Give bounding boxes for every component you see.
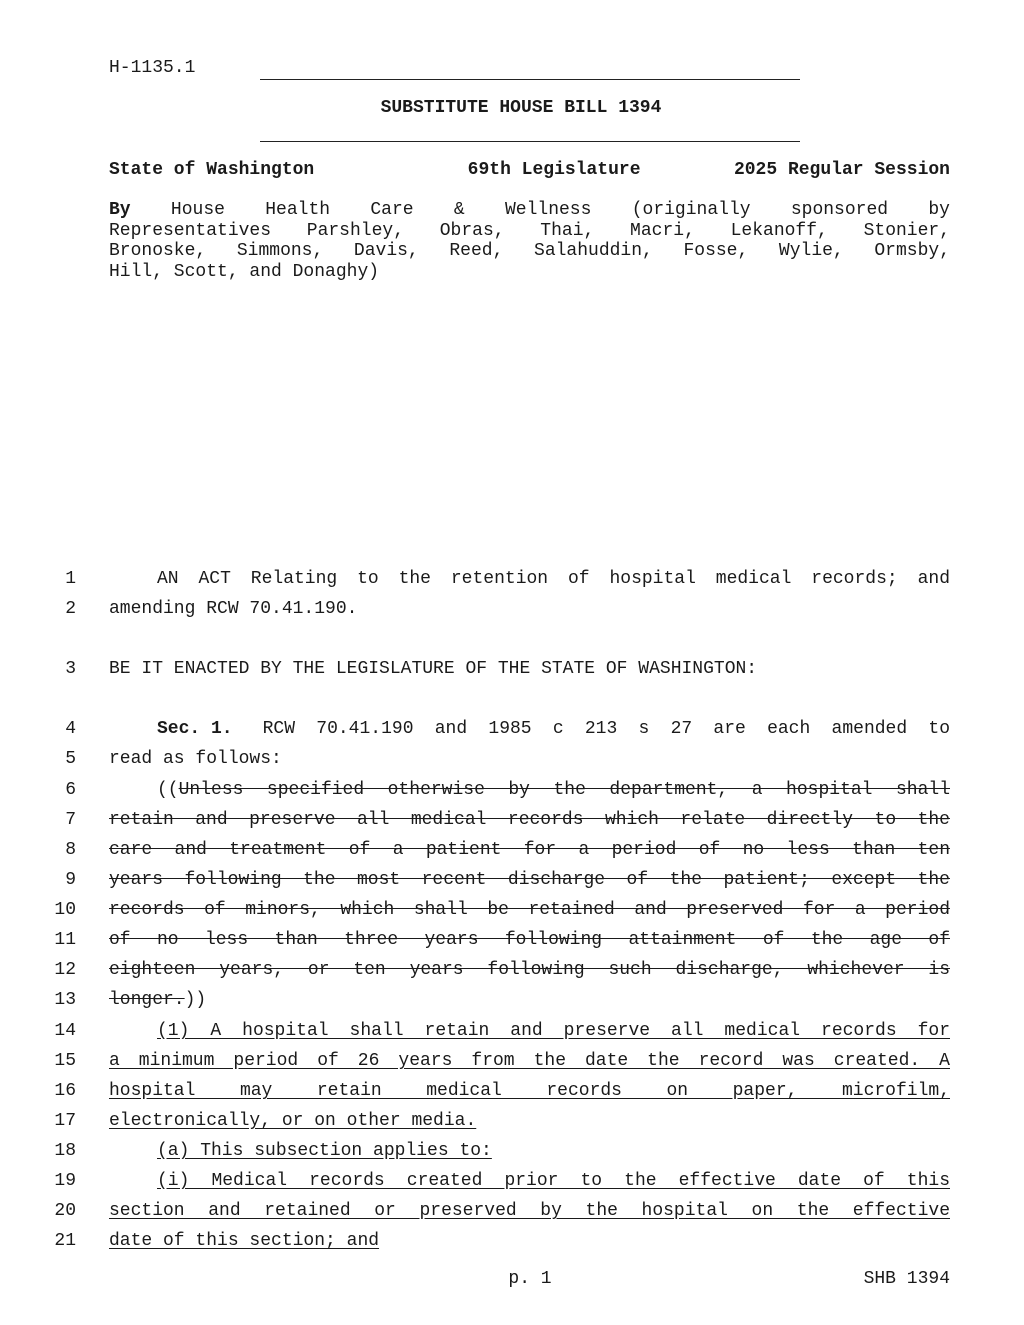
page-number: p. 1 [508,1269,552,1289]
line-number: 13 [54,990,76,1010]
inserted-line [109,1231,950,1251]
deleted-text: care and treatment of a patient for a period of no less than ten [109,840,950,860]
deleted-line-end [109,990,950,1010]
section-heading-line [109,719,950,739]
by-label: By [109,200,131,220]
line-number: 21 [54,1231,76,1251]
inserted-text: (1) A hospital shall retain and preserve all medical records for [157,1021,950,1041]
line-number: 11 [54,930,76,950]
inserted-text: section and retained or preserved by the hospital on the effective [109,1201,950,1221]
deleted-text: records of minors, which shall be retained and preserved for a period [109,900,950,920]
line-number: 14 [54,1021,76,1041]
sponsor-line: Hill, Scott, and Donaghy) [109,261,380,282]
line-number: 1 [65,569,76,589]
inserted-text: a minimum period of 26 years from the date the record was created. A [109,1051,950,1071]
line-number: 6 [65,780,76,800]
sponsor-line [109,200,950,221]
line-number: 7 [65,810,76,830]
inserted-line [109,1111,950,1131]
line-text: amending RCW 70.41.190. [109,599,358,619]
bill-title: SUBSTITUTE HOUSE BILL 1394 [380,98,662,118]
deleted-text: longer. [109,990,185,1010]
deleted-text: of no less than three years following attainment of the age of [109,930,950,950]
sponsor-line-text: House Health Care & Wellness (originally sponsored by [170,200,950,220]
session-label: 2025 Regular Session [733,160,950,180]
line-number: 16 [54,1081,76,1101]
deleted-text: eighteen years, or ten years following such discharge, whichever is [109,960,950,980]
line-number: 15 [54,1051,76,1071]
line-text: RCW 70.41.190 and 1985 c 213 s 27 are each amended to [262,719,950,739]
line-number: 2 [65,599,76,619]
enacting-clause: BE IT ENACTED BY THE LEGISLATURE OF THE STATE OF WASHINGTON: [109,659,758,679]
legislature-label: 69th Legislature [467,160,641,180]
top-rule [260,79,800,80]
inserted-text: (a) This subsection applies to: [157,1141,492,1161]
inserted-text: (i) Medical records created prior to the effective date of this [157,1171,950,1191]
session-row [109,160,950,180]
section-label: Sec. 1. [157,719,233,739]
inserted-line [109,1021,950,1041]
inserted-text: hospital may retain medical records on paper, microfilm, [109,1081,950,1101]
deletion-open-marker: (( [157,780,179,800]
document-code: H-1135.1 [109,58,196,78]
inserted-text: electronically, or on other media. [109,1111,477,1131]
deleted-text: Unless specified otherwise by the department, a hospital shall [178,780,950,800]
state-label: State of Washington [109,160,315,180]
line-number: 8 [65,840,76,860]
inserted-line [109,1171,950,1191]
line-number: 12 [54,960,76,980]
line-number: 4 [65,719,76,739]
sponsor-line: Representatives Parshley, Obras, Thai, Macri, Lekanoff, Stonier, [109,220,950,241]
line-number: 9 [65,870,76,890]
line-text: AN ACT Relating to the retention of hospital medical records; and [157,569,950,589]
footer-bill-id: SHB 1394 [863,1269,950,1289]
inserted-text: date of this section; and [109,1231,380,1251]
line-number: 20 [54,1201,76,1221]
line-text: read as follows: [109,749,282,769]
deleted-text: years following the most recent discharge of the patient; except the [109,870,950,890]
deleted-line [109,780,950,800]
line-number: 3 [65,659,76,679]
bottom-rule [260,141,800,142]
sponsor-block [109,200,950,282]
line-number: 19 [54,1171,76,1191]
line-number: 18 [54,1141,76,1161]
line-number: 17 [54,1111,76,1131]
deleted-text: retain and preserve all medical records which relate directly to the [109,810,950,830]
inserted-line [109,1141,950,1161]
line-number: 10 [54,900,76,920]
line-number: 5 [65,749,76,769]
deletion-close-marker: )) [184,990,207,1010]
sponsor-line: Bronoske, Simmons, Davis, Reed, Salahuddin, Fosse, Wylie, Ormsby, [109,241,950,261]
